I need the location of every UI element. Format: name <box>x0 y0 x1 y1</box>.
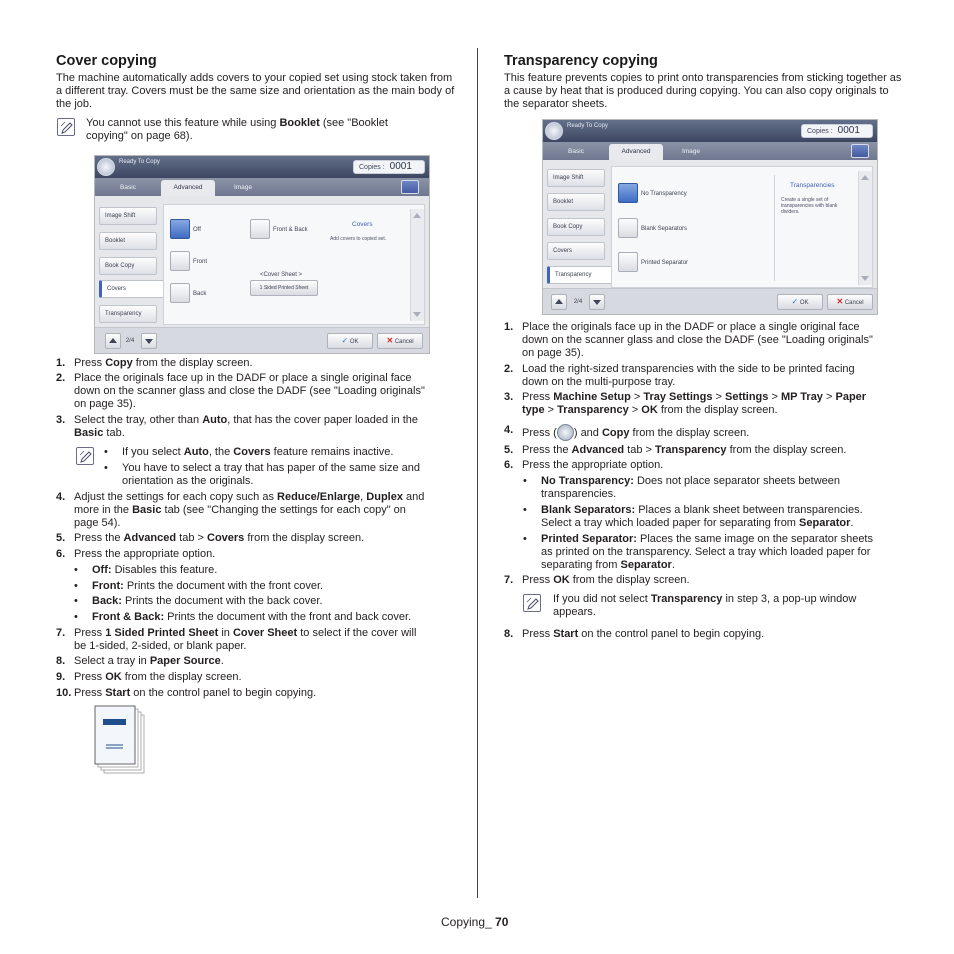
page-indicator: 2/4 <box>573 299 583 305</box>
option-no-transparency-label: No Transparency <box>641 191 687 197</box>
option-off-button[interactable] <box>170 219 190 239</box>
copies-counter[interactable]: Copies : 0001 <box>353 160 425 174</box>
option-off-label: Off <box>193 227 201 233</box>
screen-tabs <box>543 142 877 160</box>
screen-title-bar <box>543 120 877 142</box>
page-footer: Copying_ 70 <box>441 915 509 929</box>
option-printed-separator-label: Printed Separator <box>641 260 689 266</box>
tab-basic[interactable]: Basic <box>120 184 136 191</box>
side-book-copy[interactable]: Book Copy <box>99 257 157 275</box>
ready-status: Ready To Copy <box>567 123 608 129</box>
job-status-icon[interactable] <box>401 180 419 194</box>
page-down-button[interactable] <box>589 294 605 310</box>
tab-advanced[interactable]: Advanced <box>609 144 663 160</box>
home-icon[interactable] <box>97 158 115 176</box>
screen-tabs <box>95 178 429 196</box>
page-up-button[interactable] <box>551 294 567 310</box>
tab-image[interactable]: Image <box>681 148 701 155</box>
panel-scrollbar[interactable] <box>410 209 424 321</box>
screen-title-bar <box>95 156 429 178</box>
cancel-button[interactable]: ✕ Cancel <box>377 333 423 349</box>
document-stack-icon <box>94 705 146 775</box>
side-covers[interactable]: Covers <box>99 280 165 298</box>
panel-scrollbar[interactable] <box>858 171 872 285</box>
covers-info-text: Add covers to copied set. <box>330 236 387 242</box>
page-indicator: 2/4 <box>125 338 135 344</box>
sided-printed-sheet-button[interactable]: 1 Sided Printed Sheet <box>250 280 318 296</box>
side-book-copy[interactable]: Book Copy <box>547 218 605 236</box>
page-down-button[interactable] <box>141 333 157 349</box>
note-pencil-icon <box>523 594 541 612</box>
screen-bottom-bar <box>95 327 429 353</box>
option-front-button[interactable] <box>170 251 190 271</box>
side-booklet[interactable]: Booklet <box>547 193 605 211</box>
screen-bottom-bar <box>543 288 877 314</box>
job-status-icon[interactable] <box>851 144 869 158</box>
side-transparency[interactable]: Transparency <box>547 266 613 284</box>
section-title-transparency-copying: Transparency copying <box>504 53 658 69</box>
side-booklet[interactable]: Booklet <box>99 232 157 250</box>
note-booklet: You cannot use this feature while using Booklet (see "Booklet copying" on page 68). <box>86 117 388 142</box>
column-divider <box>477 48 478 898</box>
cover-intro-text: The machine automatically adds covers to your copied set using stock taken from a different tray. Covers must be the same size and orientation as the main body of the job. <box>56 72 455 110</box>
tab-advanced[interactable]: Advanced <box>161 180 215 196</box>
ok-button[interactable]: ✓ OK <box>777 294 823 310</box>
side-covers[interactable]: Covers <box>547 242 605 260</box>
home-icon[interactable] <box>545 122 563 140</box>
option-front-label: Front <box>193 259 208 265</box>
option-no-transparency-button[interactable] <box>618 183 638 203</box>
panel-separator <box>774 175 775 281</box>
transparency-options-panel <box>611 166 873 288</box>
option-printed-separator-button[interactable] <box>618 252 638 272</box>
covers-options-panel <box>163 204 425 325</box>
note-pencil-icon <box>57 118 75 136</box>
covers-info-title: Covers <box>352 221 373 228</box>
ok-button[interactable]: ✓ OK <box>327 333 373 349</box>
tab-image[interactable]: Image <box>233 184 253 191</box>
home-icon <box>557 424 574 441</box>
cancel-button[interactable]: ✕ Cancel <box>827 294 873 310</box>
section-title-cover-copying: Cover copying <box>56 53 157 69</box>
transparency-intro-text: This feature prevents copies to print onto transparencies from sticking together as a cause by heat that is produced during copying. You can also copy originals to the separator sheets. <box>504 72 902 110</box>
tab-basic[interactable]: Basic <box>568 148 584 155</box>
side-image-shift[interactable]: Image Shift <box>99 207 157 225</box>
copies-counter[interactable]: Copies : 0001 <box>801 124 873 138</box>
transparency-info-text: Create a single set of transparencies with blank dividers. <box>781 197 838 215</box>
option-blank-separators-button[interactable] <box>618 218 638 238</box>
transparency-info-title: Transparencies <box>790 182 835 189</box>
option-back-button[interactable] <box>170 283 190 303</box>
note-pencil-icon <box>76 447 94 465</box>
side-transparency[interactable]: Transparency <box>99 305 157 323</box>
cover-sheet-label: <Cover Sheet > <box>260 272 303 278</box>
transparency-screen <box>542 119 878 315</box>
option-blank-separators-label: Blank Separators <box>641 226 688 232</box>
covers-screen <box>94 155 430 354</box>
option-back-label: Back <box>193 291 207 297</box>
ready-status: Ready To Copy <box>119 159 160 165</box>
option-front-back-label: Front & Back <box>273 227 308 233</box>
option-front-back-button[interactable] <box>250 219 270 239</box>
note-transparency-popup: If you did not select Transparency in step 3, a pop-up window appears. <box>553 593 857 618</box>
side-image-shift[interactable]: Image Shift <box>547 169 605 187</box>
